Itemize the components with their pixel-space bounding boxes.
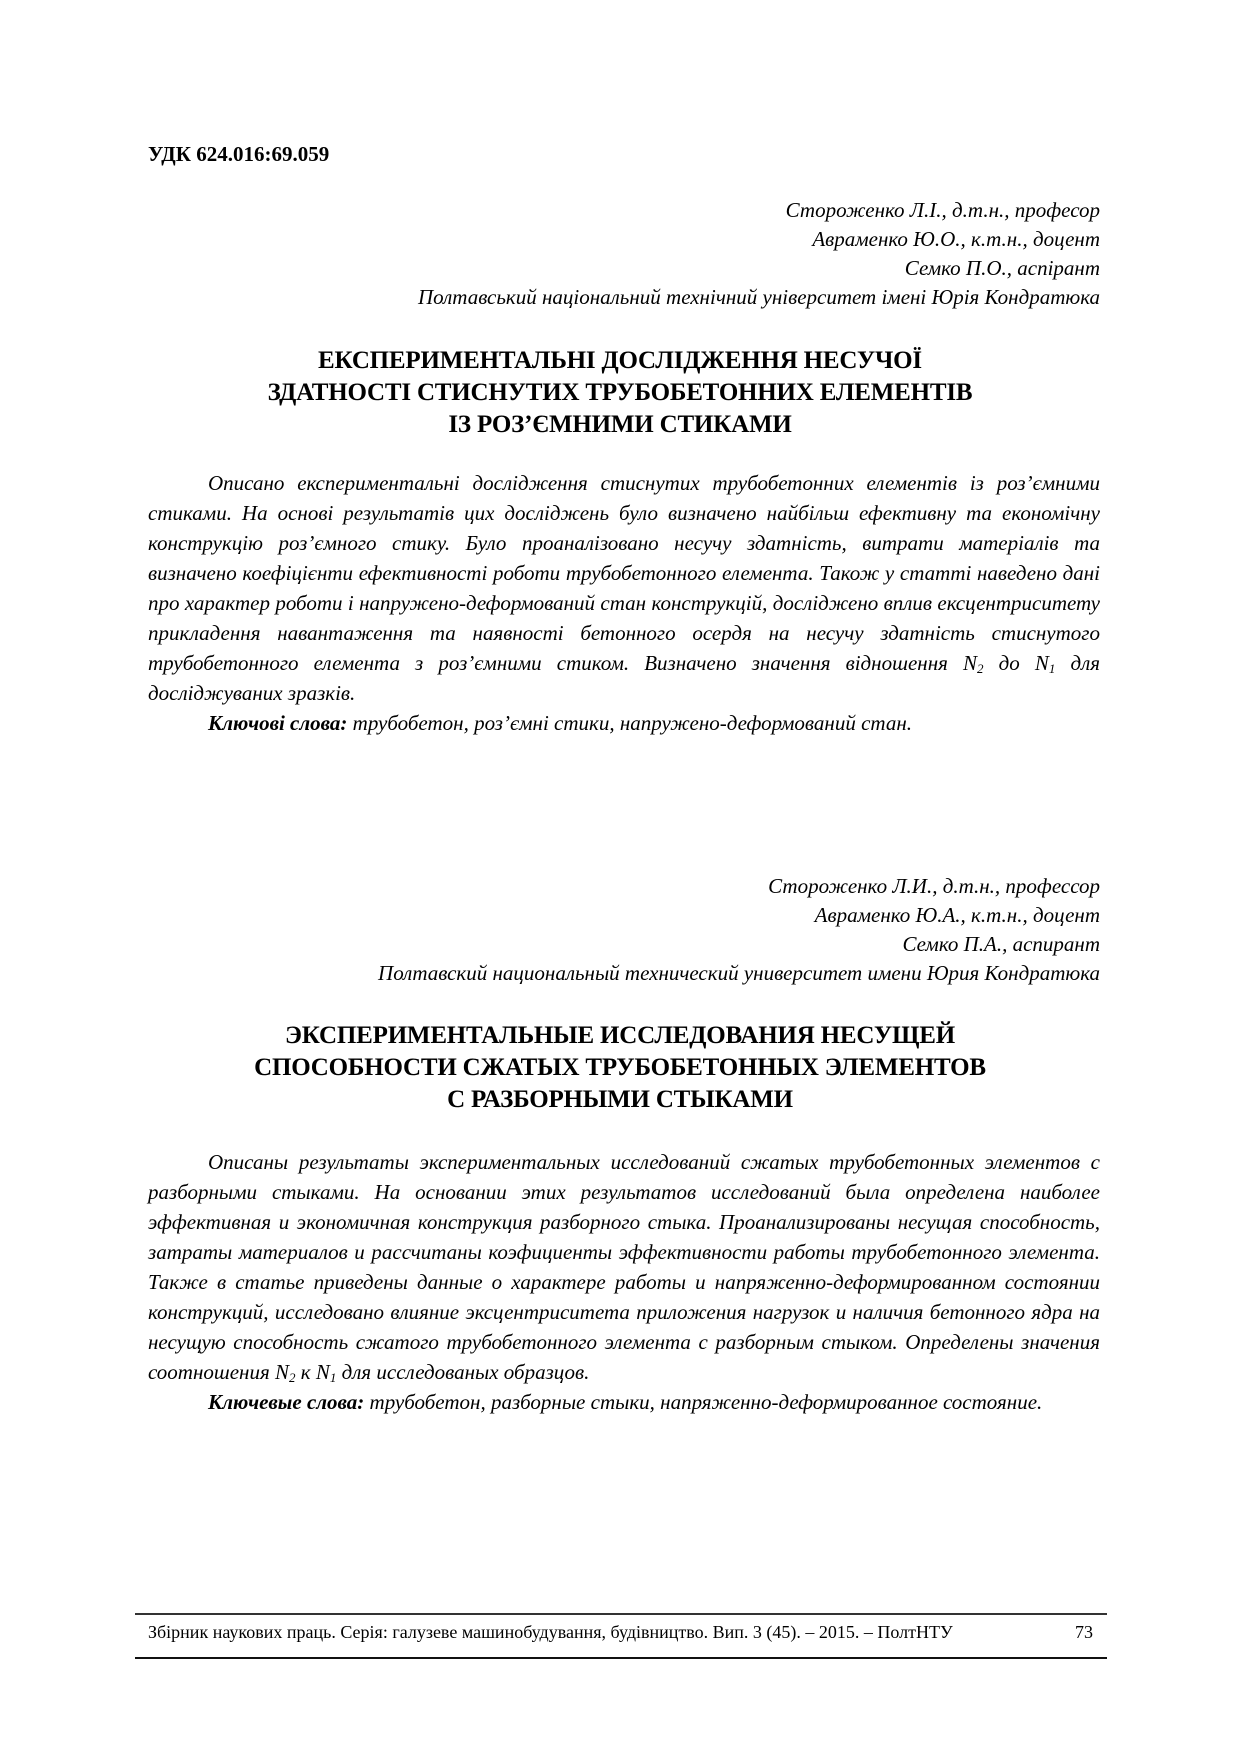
symbol-n1: N bbox=[315, 1360, 330, 1384]
author-line: Семко П.О., аспірант bbox=[904, 256, 1100, 280]
title-line: ІЗ РОЗ’ЄМНИМИ СТИКАМИ bbox=[448, 411, 792, 438]
abstract-text: Описано експериментальні дослідження стиснутих трубобетонних елементів із роз’ємними стиками. На основі результатів цих досліджень було визначено найбільш ефективну та економічну конструкцію роз’ємного стику. Було проаналізовано несучу здатність, витрати матеріалів та визначено коефіцієнти ефективності роботи трубобетонного елемента. Також у статті наведено дані про характер роботи і напружено-деформований стан конструкцій, досліджено вплив ексцентриситету прикладення навантаження та наявності бетонного осердя на несучу здатність стиснутого трубобетонного елемента з роз’ємними стиком. Визначено значення відношення bbox=[148, 471, 1100, 675]
affiliation: Полтавский национальный технический университет имени Юрия Кондратюка bbox=[378, 961, 1100, 985]
title-line: ЕКСПЕРИМЕНТАЛЬНІ ДОСЛІДЖЕННЯ НЕСУЧОЇ bbox=[318, 347, 922, 374]
abstract-text: Описаны результаты экспериментальных исследований сжатых трубобетонных элементов с разборными стыками. На основании этих результатов исследований была определена наиболее эффективная и экономичная конструкция разборного стыка. Проанализированы несущая способность, затраты материалов и рассчитаны коэфициенты эффективности работы трубобетонного элемента. Также в статье приведены данные о характере работы и напряженно-деформированном состоянии конструкций, исследовано влияние эксцентриситета приложения нагрузок и наличия бетонного ядра на несущую способность сжатого трубобетонного элемента с разборным стыком. Определены значения соотношения bbox=[148, 1150, 1100, 1384]
journal-citation: Збірник наукових праць. Серія: галузеве машинобудування, будівництво. Вип. 3 (45). – 2015. – ПолтНТУ bbox=[148, 1622, 953, 1642]
article-title-ru bbox=[140, 1020, 1100, 1116]
author-line: Стороженко Л.И., д.т.н., профессор bbox=[768, 874, 1100, 898]
udc-code: УДК 624.016:69.059 bbox=[148, 142, 330, 166]
keywords-paragraph bbox=[148, 1387, 1100, 1417]
title-line: С РАЗБОРНЫМИ СТЫКАМИ bbox=[447, 1086, 793, 1113]
authors-block-ru bbox=[378, 872, 1100, 988]
author-line: Стороженко Л.І., д.т.н., професор bbox=[785, 198, 1100, 222]
subscript: 2 bbox=[289, 1370, 296, 1385]
subscript: 2 bbox=[977, 661, 984, 676]
symbol-n1: N bbox=[1034, 651, 1049, 675]
keywords-text: трубобетон, разборные стыки, напряженно-деформированное состояние. bbox=[364, 1390, 1043, 1414]
abstract-ru bbox=[148, 1147, 1100, 1417]
page-number: 73 bbox=[1075, 1622, 1093, 1642]
abstract-text: для исследованых образцов. bbox=[336, 1360, 590, 1384]
abstract-text: к bbox=[295, 1360, 316, 1384]
abstract-paragraph bbox=[148, 468, 1100, 708]
subscript: 1 bbox=[329, 1370, 337, 1385]
footer-divider-top bbox=[135, 1613, 1107, 1615]
affiliation: Полтавський національний технічний університет імені Юрія Кондратюка bbox=[417, 285, 1100, 309]
authors-block-ua bbox=[418, 196, 1100, 312]
subscript: 1 bbox=[1048, 661, 1056, 676]
symbol-n2: N bbox=[274, 1360, 289, 1384]
symbol-n2: N bbox=[962, 651, 977, 675]
keywords-label: Ключові слова: bbox=[208, 711, 348, 735]
keywords-label: Ключевые слова: bbox=[208, 1390, 365, 1414]
author-line: Семко П.А., аспирант bbox=[902, 932, 1100, 956]
keywords-text: трубобетон, роз’ємні стики, напружено-деформований стан. bbox=[347, 711, 912, 735]
title-line: ЭКСПЕРИМЕНТАЛЬНЫЕ ИССЛЕДОВАНИЯ НЕСУЩЕЙ bbox=[284, 1022, 956, 1049]
abstract-ua bbox=[148, 468, 1100, 738]
title-line: ЗДАТНОСТІ СТИСНУТИХ ТРУБОБЕТОННИХ ЕЛЕМЕНТІВ bbox=[267, 379, 973, 406]
keywords-paragraph bbox=[148, 708, 1100, 738]
page-footer bbox=[148, 1622, 1093, 1643]
footer-divider-bottom bbox=[135, 1657, 1107, 1659]
abstract-text: до bbox=[983, 651, 1035, 675]
article-title-ua bbox=[140, 345, 1100, 441]
abstract-paragraph bbox=[148, 1147, 1100, 1387]
author-line: Авраменко Ю.О., к.т.н., доцент bbox=[812, 227, 1100, 251]
title-line: СПОСОБНОСТИ СЖАТЫХ ТРУБОБЕТОННЫХ ЭЛЕМЕНТОВ bbox=[254, 1054, 986, 1081]
abstract-text: для досліджуваних зразків. bbox=[148, 651, 1101, 705]
author-line: Авраменко Ю.А., к.т.н., доцент bbox=[814, 903, 1100, 927]
